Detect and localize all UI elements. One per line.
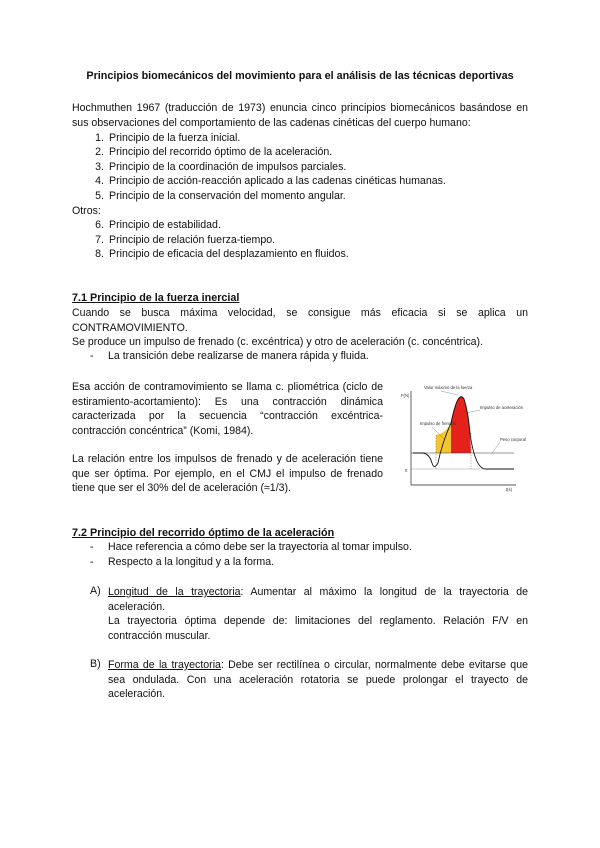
list-item: Principio de la fuerza inicial. (109, 132, 241, 144)
list-number: 2. (95, 146, 104, 158)
list-item: Principio de eficacia del desplazamiento en fluidos. (109, 248, 349, 260)
section-heading-7-1: 7.1 Principio de la fuerza inercial (72, 292, 240, 304)
list-number: 4. (95, 175, 104, 187)
y-axis-label: F(N) (401, 393, 410, 398)
s71-paragraph-2: Se produce un impulso de frenado (c. excéntrica) y otro de aceleración (c. concéntrica). (72, 336, 484, 348)
s72-bullet: Respecto a la longitud y a la forma. (108, 556, 275, 568)
list-item: Principio del recorrido óptimo de la aceleración. (109, 146, 333, 158)
s71-paragraph-4: La relación entre los impulsos de frenado y de aceleración tiene que ser óptima. Por ejemplo, en el CMJ el impulso de frenado tiene que ser el 30% del de aceleración (≈1/3). (72, 453, 383, 495)
item-a (108, 585, 528, 614)
section-heading-7-2: 7.2 Principio del recorrido óptimo de la aceleración (72, 527, 335, 539)
list-number: 1. (95, 132, 104, 144)
document-title: Principios biomecánicos del movimiento para el análisis de las técnicas deportivas (86, 70, 514, 82)
s72-bullet: Hace referencia a cómo debe ser la trayectoria al tomar impulso. (108, 541, 412, 553)
item-a-title: Longitud de la trayectoria (108, 586, 241, 598)
pointer-line (441, 391, 458, 395)
s71-bullet: La transición debe realizarse de manera rápida y fluida. (108, 350, 369, 362)
pointer-line (466, 410, 480, 413)
item-b (108, 658, 528, 702)
list-item: Principio de acción-reacción aplicado a las cadenas cinéticas humanas. (109, 175, 446, 187)
list-number: 8. (95, 248, 104, 260)
list-number: 6. (95, 219, 104, 231)
list-item: Principio de la coordinación de impulsos parciales. (109, 161, 347, 173)
peak-force-label: Valor máximo de la fuerza (424, 385, 473, 390)
force-time-figure (396, 383, 528, 493)
list-number: 3. (95, 161, 104, 173)
body-weight-label: Peso corporal (500, 437, 526, 442)
bullet-dash: - (90, 541, 94, 553)
zero-label: 0 (405, 468, 408, 473)
force-time-graph (396, 383, 528, 493)
list-item: Principio de relación fuerza-tiempo. (109, 234, 276, 246)
item-b-title: Forma de la trayectoria (108, 659, 221, 671)
bullet-dash: - (90, 350, 94, 362)
item-a-text: : Aumentar al máximo la longitud de la trayectoria de aceleración. (108, 586, 528, 613)
others-label: Otros: (72, 205, 101, 217)
item-marker-b: B) (90, 658, 101, 670)
intro-paragraph: Hochmuthen 1967 (traducción de 1973) enuncia cinco principios biomecánicos basándose en sus observaciones del comportamiento de las cadenas cinéticas del cuerpo humano: (72, 102, 528, 129)
acceleration-impulse-label: Impulso de aceleración (480, 405, 524, 410)
item-a-paragraph-2: La trayectoria óptima depende de: limitaciones del reglamento. Relación F/V en contracción muscular. (108, 615, 528, 642)
list-number: 7. (95, 234, 104, 246)
list-item: Principio de la conservación del momento angular. (109, 190, 346, 202)
item-b-text: : Debe ser rectilínea o circular, normalmente debe evitarse que sea ondulada. Con una aceleración rotatoria se puede prolongar el trayecto de aceleración. (108, 659, 528, 701)
list-number: 5. (95, 190, 104, 202)
pointer-line (492, 442, 500, 453)
x-axis-label: t(s) (506, 487, 513, 492)
braking-impulse-label: Impulso de frenado (420, 421, 456, 426)
s71-paragraph-1: Cuando se busca máxima velocidad, se consigue más eficacia si se aplica un CONTRAMOVIMIENTO. (72, 307, 528, 334)
bullet-dash: - (90, 556, 94, 568)
s71-paragraph-3: Esa acción de contramovimiento se llama c. pliométrica (ciclo de estiramiento-acortamiento): Es una contracción dinámica caracterizada por la secuencia “contracción excéntrica-contracción concéntrica” (Komi, 1984). (72, 381, 383, 437)
item-marker-a: A) (90, 585, 101, 597)
list-item: Principio de estabilidad. (109, 219, 221, 231)
